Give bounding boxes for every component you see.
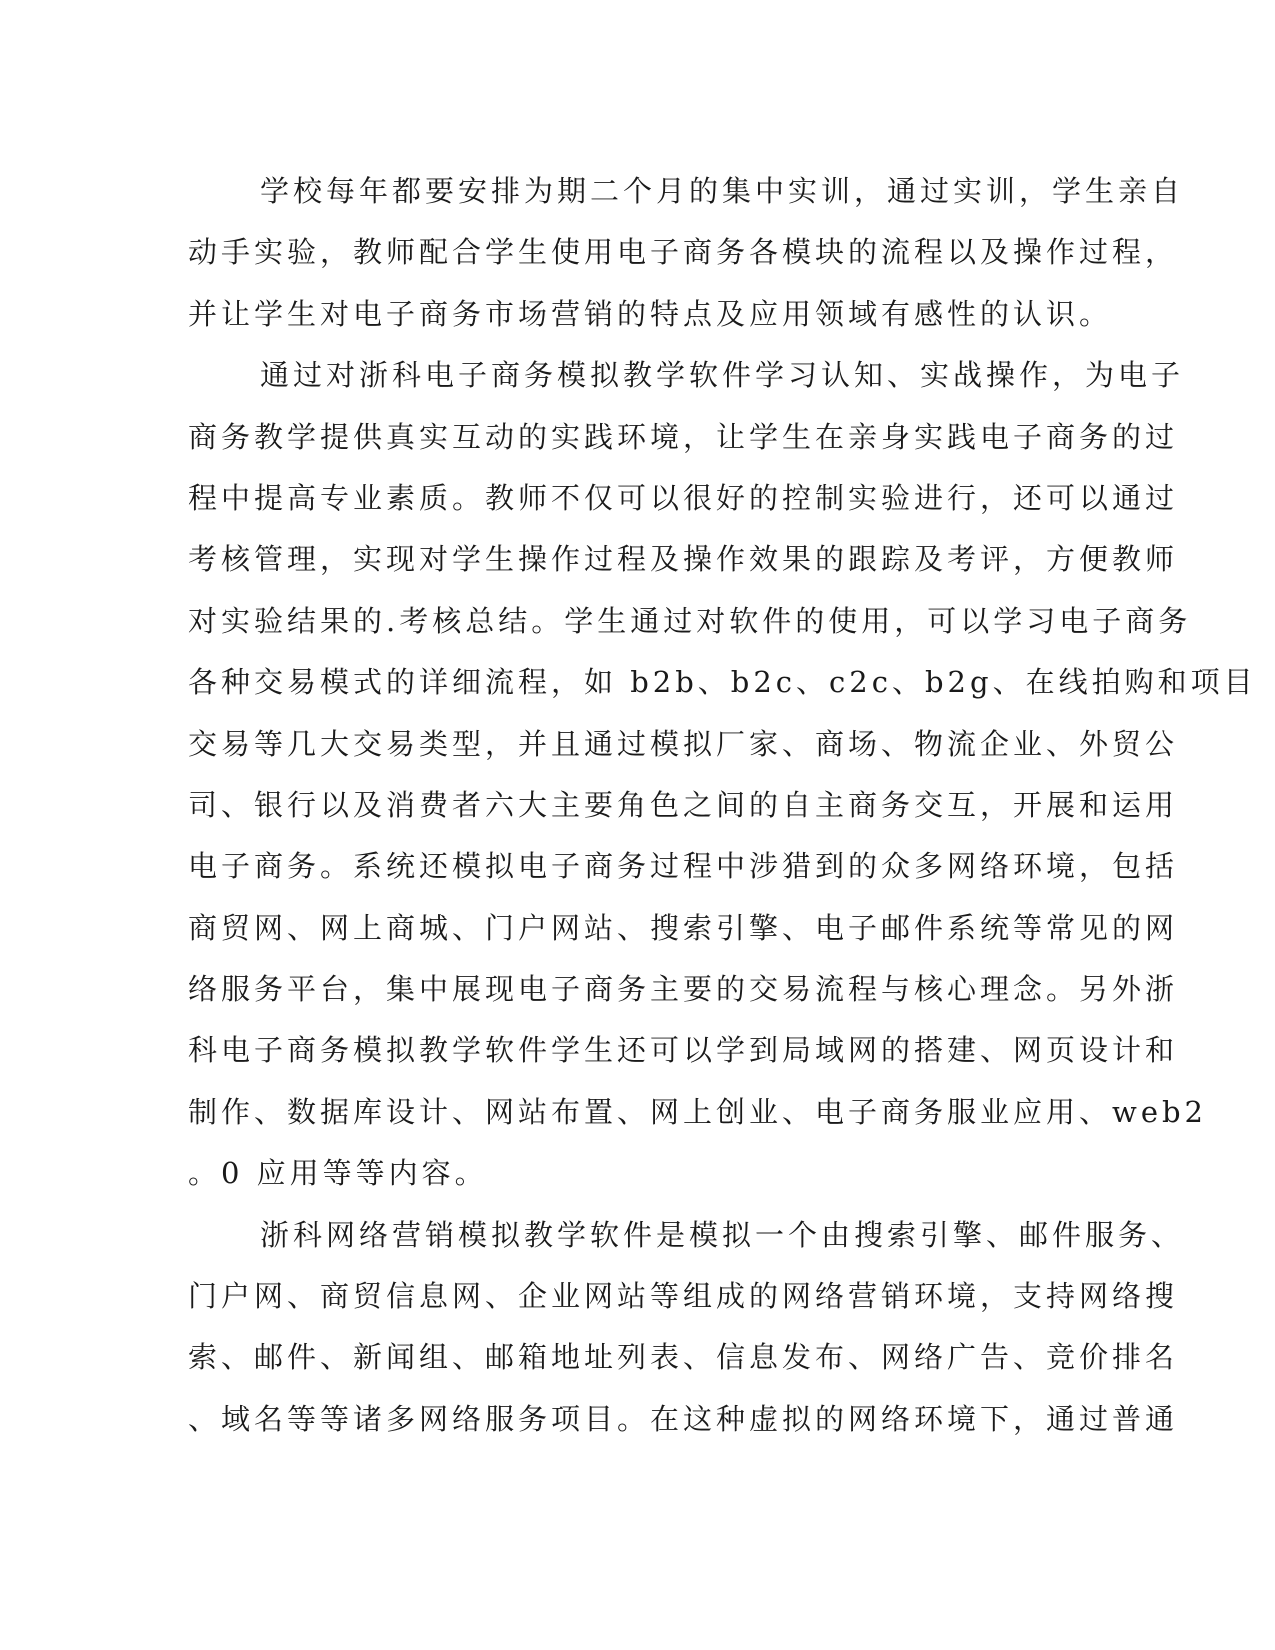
paragraph-1-line-2: 动手实验，教师配合学生使用电子商务各模块的流程以及操作过程， <box>188 235 1179 270</box>
paragraph-2-line-6: 各种交易模式的详细流程，如 b2b、b2c、c2c、b2g、在线拍购和项目 <box>188 665 1257 700</box>
paragraph-2-line-8: 司、银行以及消费者六大主要角色之间的自主商务交互，开展和运用 <box>188 787 1179 822</box>
paragraph-3-line-2: 门户网、商贸信息网、企业网站等组成的网络营销环境，支持网络搜 <box>188 1279 1179 1314</box>
paragraph-2-line-13: 制作、数据库设计、网站布置、网上创业、电子商务服业应用、web2 <box>188 1094 1208 1129</box>
paragraph-3-line-4: 、域名等等诸多网络服务项目。在这种虚拟的网络环境下，通过普通 <box>188 1401 1179 1436</box>
paragraph-2-line-11: 络服务平台，集中展现电子商务主要的交易流程与核心理念。另外浙 <box>188 972 1179 1007</box>
paragraph-2-line-3: 程中提高专业素质。教师不仅可以很好的控制实验进行，还可以通过 <box>188 480 1179 515</box>
paragraph-2-line-14: 。0 应用等等内容。 <box>188 1156 488 1191</box>
paragraph-2-line-2: 商务教学提供真实互动的实践环境，让学生在亲身实践电子商务的过 <box>188 419 1179 454</box>
paragraph-1-line-3: 并让学生对电子商务市场营销的特点及应用领域有感性的认识。 <box>188 296 1113 331</box>
paragraph-3-line-1: 浙科网络营销模拟教学软件是模拟一个由搜索引擎、邮件服务、 <box>260 1217 1185 1252</box>
paragraph-2-line-7: 交易等几大交易类型，并且通过模拟厂家、商场、物流企业、外贸公 <box>188 726 1179 761</box>
paragraph-2-line-10: 商贸网、网上商城、门户网站、搜索引擎、电子邮件系统等常见的网 <box>188 910 1179 945</box>
body-text <box>188 161 1257 1450</box>
paragraph-1-line-1: 学校每年都要安排为期二个月的集中实训，通过实训，学生亲自 <box>260 174 1185 208</box>
paragraph-2-line-1: 通过对浙科电子商务模拟教学软件学习认知、实战操作，为电子 <box>260 358 1185 393</box>
paragraph-3-line-3: 索、邮件、新闻组、邮箱地址列表、信息发布、网络广告、竞价排名 <box>188 1340 1179 1375</box>
paragraph-2-line-9: 电子商务。系统还模拟电子商务过程中涉猎到的众多网络环境，包括 <box>188 849 1179 884</box>
paragraph-2-line-12: 科电子商务模拟教学软件学生还可以学到局域网的搭建、网页设计和 <box>188 1033 1179 1068</box>
paragraph-2-line-4: 考核管理，实现对学生操作过程及操作效果的跟踪及考评，方便教师 <box>188 542 1179 577</box>
paragraph-2-line-5: 对实验结果的.考核总结。学生通过对软件的使用，可以学习电子商务 <box>188 603 1192 638</box>
